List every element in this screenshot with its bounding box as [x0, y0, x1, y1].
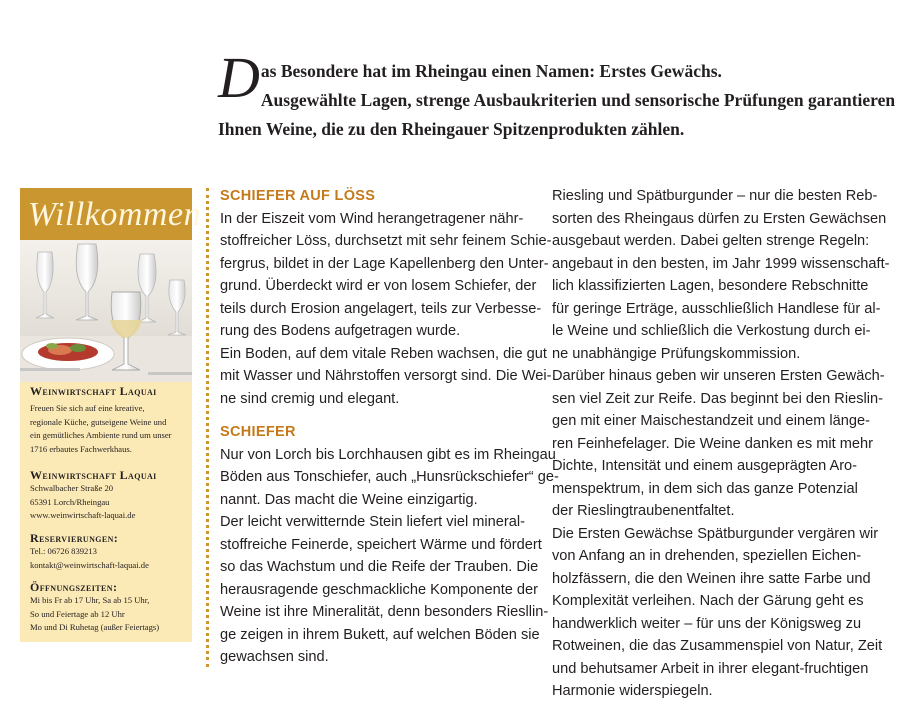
text-line: Der leicht verwitternde Stein liefert viel mineral- — [220, 514, 525, 530]
text-line: lich klassifizierten Lagen, besondere Rebschnitte — [552, 278, 869, 294]
text-line: teils durch Erosion angelagert, teils zur Verbesse- — [220, 300, 542, 317]
hours-line: Mi bis Fr ab 17 Uhr, Sa ab 15 Uhr, — [30, 595, 150, 605]
text-line: stoffreiche Feinerde, speichert Wärme und fördert — [220, 536, 542, 553]
text-line: ausgebaut werden. Dabei gelten strenge Regeln: — [552, 233, 870, 249]
article-column-1 — [220, 185, 559, 669]
text-line: holzfässern, die den Weinen ihre satte Farbe und — [552, 570, 871, 587]
article-column-2 — [552, 185, 892, 703]
text-line: In der Eiszeit vom Wind herangetragener nähr- — [220, 210, 524, 227]
text-line: Komplexität verleihen. Nach der Gärung geht es — [552, 593, 864, 609]
text-line: Darüber hinaus geben wir unseren Ersten Gewäch- — [552, 368, 885, 384]
text-line: sen viel Zeit zur Reife. Das beginnt bei den Rieslin- — [552, 390, 883, 407]
text-line: stoffreicher Löss, durchsetzt mit sehr feinem Schie- — [220, 233, 552, 249]
text-line: Ein Boden, auf dem vitale Reben wachsen, die gut — [220, 345, 547, 362]
hours-line: Mo und Di Ruhetag (außer Feiertags) — [30, 622, 160, 633]
text-line: fergrus, bildet in der Lage Kapellenberg den Unter- — [220, 255, 549, 272]
text-line: ne sind cremig und elegant. — [220, 390, 400, 407]
text-line: angebaut in den besten, im Jahr 1999 wissenschaft- — [552, 255, 890, 272]
text-line: mit Wasser und Nährstoffen versorgt sind. Die Wei- — [220, 368, 552, 384]
ad-line: regionale Küche, gutseigene Weine und — [30, 416, 167, 427]
intro-line-2: Ausgewählte Lagen, strenge Ausbaukriterien und sensorische Prüfungen garantieren — [260, 90, 896, 110]
text-line: Riesling und Spätburgunder – nur die besten Reb- — [552, 188, 878, 204]
text-line: herausragende geschmackliche Komponente der — [220, 581, 539, 598]
ad-address-section — [30, 468, 190, 523]
ad-heading: Weinwirtschaft Laquai — [30, 468, 157, 482]
intro-line-3: Ihnen Weine, die zu den Rheingauer Spitzenprodukten zählen. — [218, 119, 685, 139]
text-line: und behutsamer Arbeit in ihrer elegant-fruchtigen — [552, 660, 869, 677]
text-line: für geringe Erträge, ausschließlich Handlese für al- — [552, 300, 881, 317]
text-line: Rotweinen, die das Zusammenspiel von Natur, Zeit — [552, 638, 883, 654]
text-line: sorten des Rheingaus dürfen zu Ersten Gewächsen — [552, 210, 887, 227]
website-link[interactable]: www.weinwirtschaft-laquai.de — [30, 510, 136, 521]
ad-reservation-section — [30, 531, 190, 572]
section-heading-schiefer-auf-loess: SCHIEFER AUF LÖSS — [220, 188, 376, 204]
restaurant-ad-sidebar — [20, 188, 202, 642]
text-line: der Rieslingtraubenentfaltet. — [552, 503, 735, 519]
text-line: grund. Überdeckt wird er von losem Schiefer, der — [220, 278, 537, 294]
email-link[interactable]: kontakt@weinwirtschaft-laquai.de — [30, 559, 149, 570]
text-line: le Weine und schließlich die Verkostung durch ei- — [552, 323, 871, 339]
text-line: handwerklich weiter – für uns der Königsweg zu — [552, 615, 862, 632]
address-city: 65391 Lorch/Rheingau — [30, 496, 110, 507]
text-line: rung des Bodens aufgetragen wurde. — [220, 323, 461, 339]
text-line: ge zeigen in ihrem Bukett, auf welchen Böden sie — [220, 626, 540, 643]
ad-banner — [20, 188, 202, 240]
text-line: nannt. Das macht die Weine einzigartig. — [220, 491, 478, 508]
text-line: Dichte, Intensität und einem ausgeprägten Aro- — [552, 458, 858, 474]
phone-number[interactable]: Tel.: 06726 839213 — [30, 546, 97, 556]
text-line: gewachsen sind. — [220, 649, 329, 665]
dotted-divider — [206, 188, 209, 667]
ad-heading: Reservierungen: — [30, 531, 119, 545]
text-line: so das Wachstum und die Reife der Trauben. Die — [220, 559, 539, 575]
ad-line: ein gemütliches Ambiente rund um unser — [30, 430, 172, 441]
drop-cap: D — [218, 45, 260, 110]
text-line: Harmonie widerspiegeln. — [552, 683, 713, 699]
address-street: Schwalbacher Straße 20 — [30, 483, 114, 493]
banner-title: Willkommen — [28, 196, 202, 233]
ad-line: Freuen Sie sich auf eine kreative, — [30, 403, 145, 413]
text-line: menspektrum, in dem sich das ganze Potenzial — [552, 480, 858, 497]
text-line: von Anfang an in drehenden, speziellen Eichen- — [552, 548, 862, 564]
intro-statement — [218, 45, 896, 144]
ad-line: 1716 erbautes Fachwerkhaus. — [30, 443, 132, 454]
text-line: ren Feinhefelager. Die Weine danken es mit mehr — [552, 435, 873, 452]
text-line: Nur von Lorch bis Lorchhausen gibt es im Rheingau — [220, 446, 556, 463]
ad-intro-section — [30, 384, 190, 456]
section-heading-schiefer: SCHIEFER — [220, 424, 296, 440]
text-line: gen mit einer Maischestandzeit und einem länge- — [552, 413, 870, 429]
text-line: ne unabhängige Prüfungskommission. — [552, 345, 801, 362]
ad-opening-hours-section — [30, 580, 190, 635]
ad-heading: Weinwirtschaft Laquai — [30, 384, 157, 398]
text-line: Böden aus Tonschiefer, auch „Hunsrückschiefer“ ge- — [220, 469, 559, 485]
text-line: Weine ist ihre Mineralität, denn besonders Riesllin- — [220, 604, 549, 620]
hours-line: So und Feiertage ab 12 Uhr — [30, 608, 125, 619]
intro-line-1: as Besondere hat im Rheingau einen Namen: Erstes Gewächs. — [260, 61, 722, 81]
text-line: Die Ersten Gewächse Spätburgunder vergären wir — [552, 525, 879, 542]
ad-heading: Öffnungszeiten: — [30, 580, 118, 594]
